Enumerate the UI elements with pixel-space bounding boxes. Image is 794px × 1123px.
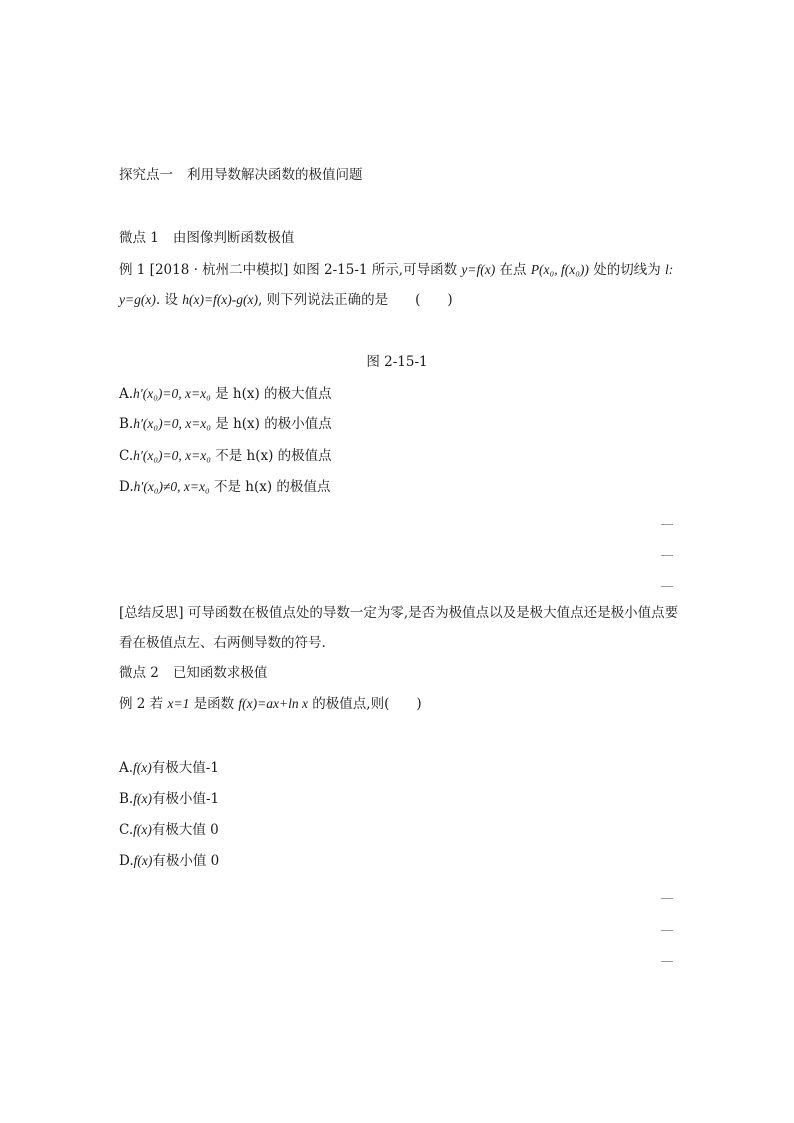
example-1-option-d: D.h′(x₀)≠0, x=x₀ 不是 h(x) 的极值点: [119, 479, 331, 495]
subpoint-2-label: 微点 2: [119, 665, 159, 681]
answer-line: [661, 586, 673, 587]
subpoint-1-label: 微点 1: [119, 230, 159, 246]
example-2-option-c: C.f(x)有极大值 0: [119, 822, 219, 838]
example-2-question: 例 2 若 x=1 是函数 f(x)=ax+ln x 的极值点,则( ): [119, 696, 422, 712]
example-1-option-a: A.h′(x₀)=0, x=x₀ 是 h(x) 的极大值点: [119, 386, 332, 402]
answer-line: [661, 898, 673, 899]
answer-line: [661, 524, 673, 525]
subpoint-1-heading: [119, 228, 294, 248]
answer-line: [661, 930, 673, 931]
subpoint-2-heading: [119, 663, 267, 683]
subpoint-2-text: 已知函数求极值: [172, 665, 268, 681]
section-title: [119, 165, 363, 185]
answer-line: [661, 961, 673, 962]
summary-reflection: [总结反思] 可导函数在极值点处的导数一定为零,是否为极值点以及是极大值点还是极小值点要看在极值点左、右两侧导数的符号.: [119, 605, 679, 651]
subpoint-1-text: 由图像判断函数极值: [172, 230, 295, 246]
figure-caption: 图 2-15-1: [366, 354, 428, 370]
example-2-option-d: D.f(x)有极小值 0: [119, 853, 220, 869]
answer-line: [661, 555, 673, 556]
example-1-question: 例 1 [2018 · 杭州二中模拟] 如图 2-15-1 所示,可导函数 y=f(x) 在点 P(x₀, f(x₀)) 处的切线为 l: y=g(x). 设 h(x)=f(x)-g(x), 则下列说法正确的是 ( ): [119, 262, 674, 308]
example-2-option-a: A.f(x)有极大值-1: [119, 760, 219, 776]
example-2-option-b: B.f(x)有极小值-1: [119, 791, 220, 807]
section-title-label: 探究点一: [119, 167, 173, 183]
example-1-option-c: C.h′(x₀)=0, x=x₀ 不是 h(x) 的极值点: [119, 448, 332, 464]
section-title-text: 利用导数解决函数的极值问题: [187, 167, 363, 183]
example-1-option-b: B.h′(x₀)=0, x=x₀ 是 h(x) 的极小值点: [119, 416, 332, 432]
